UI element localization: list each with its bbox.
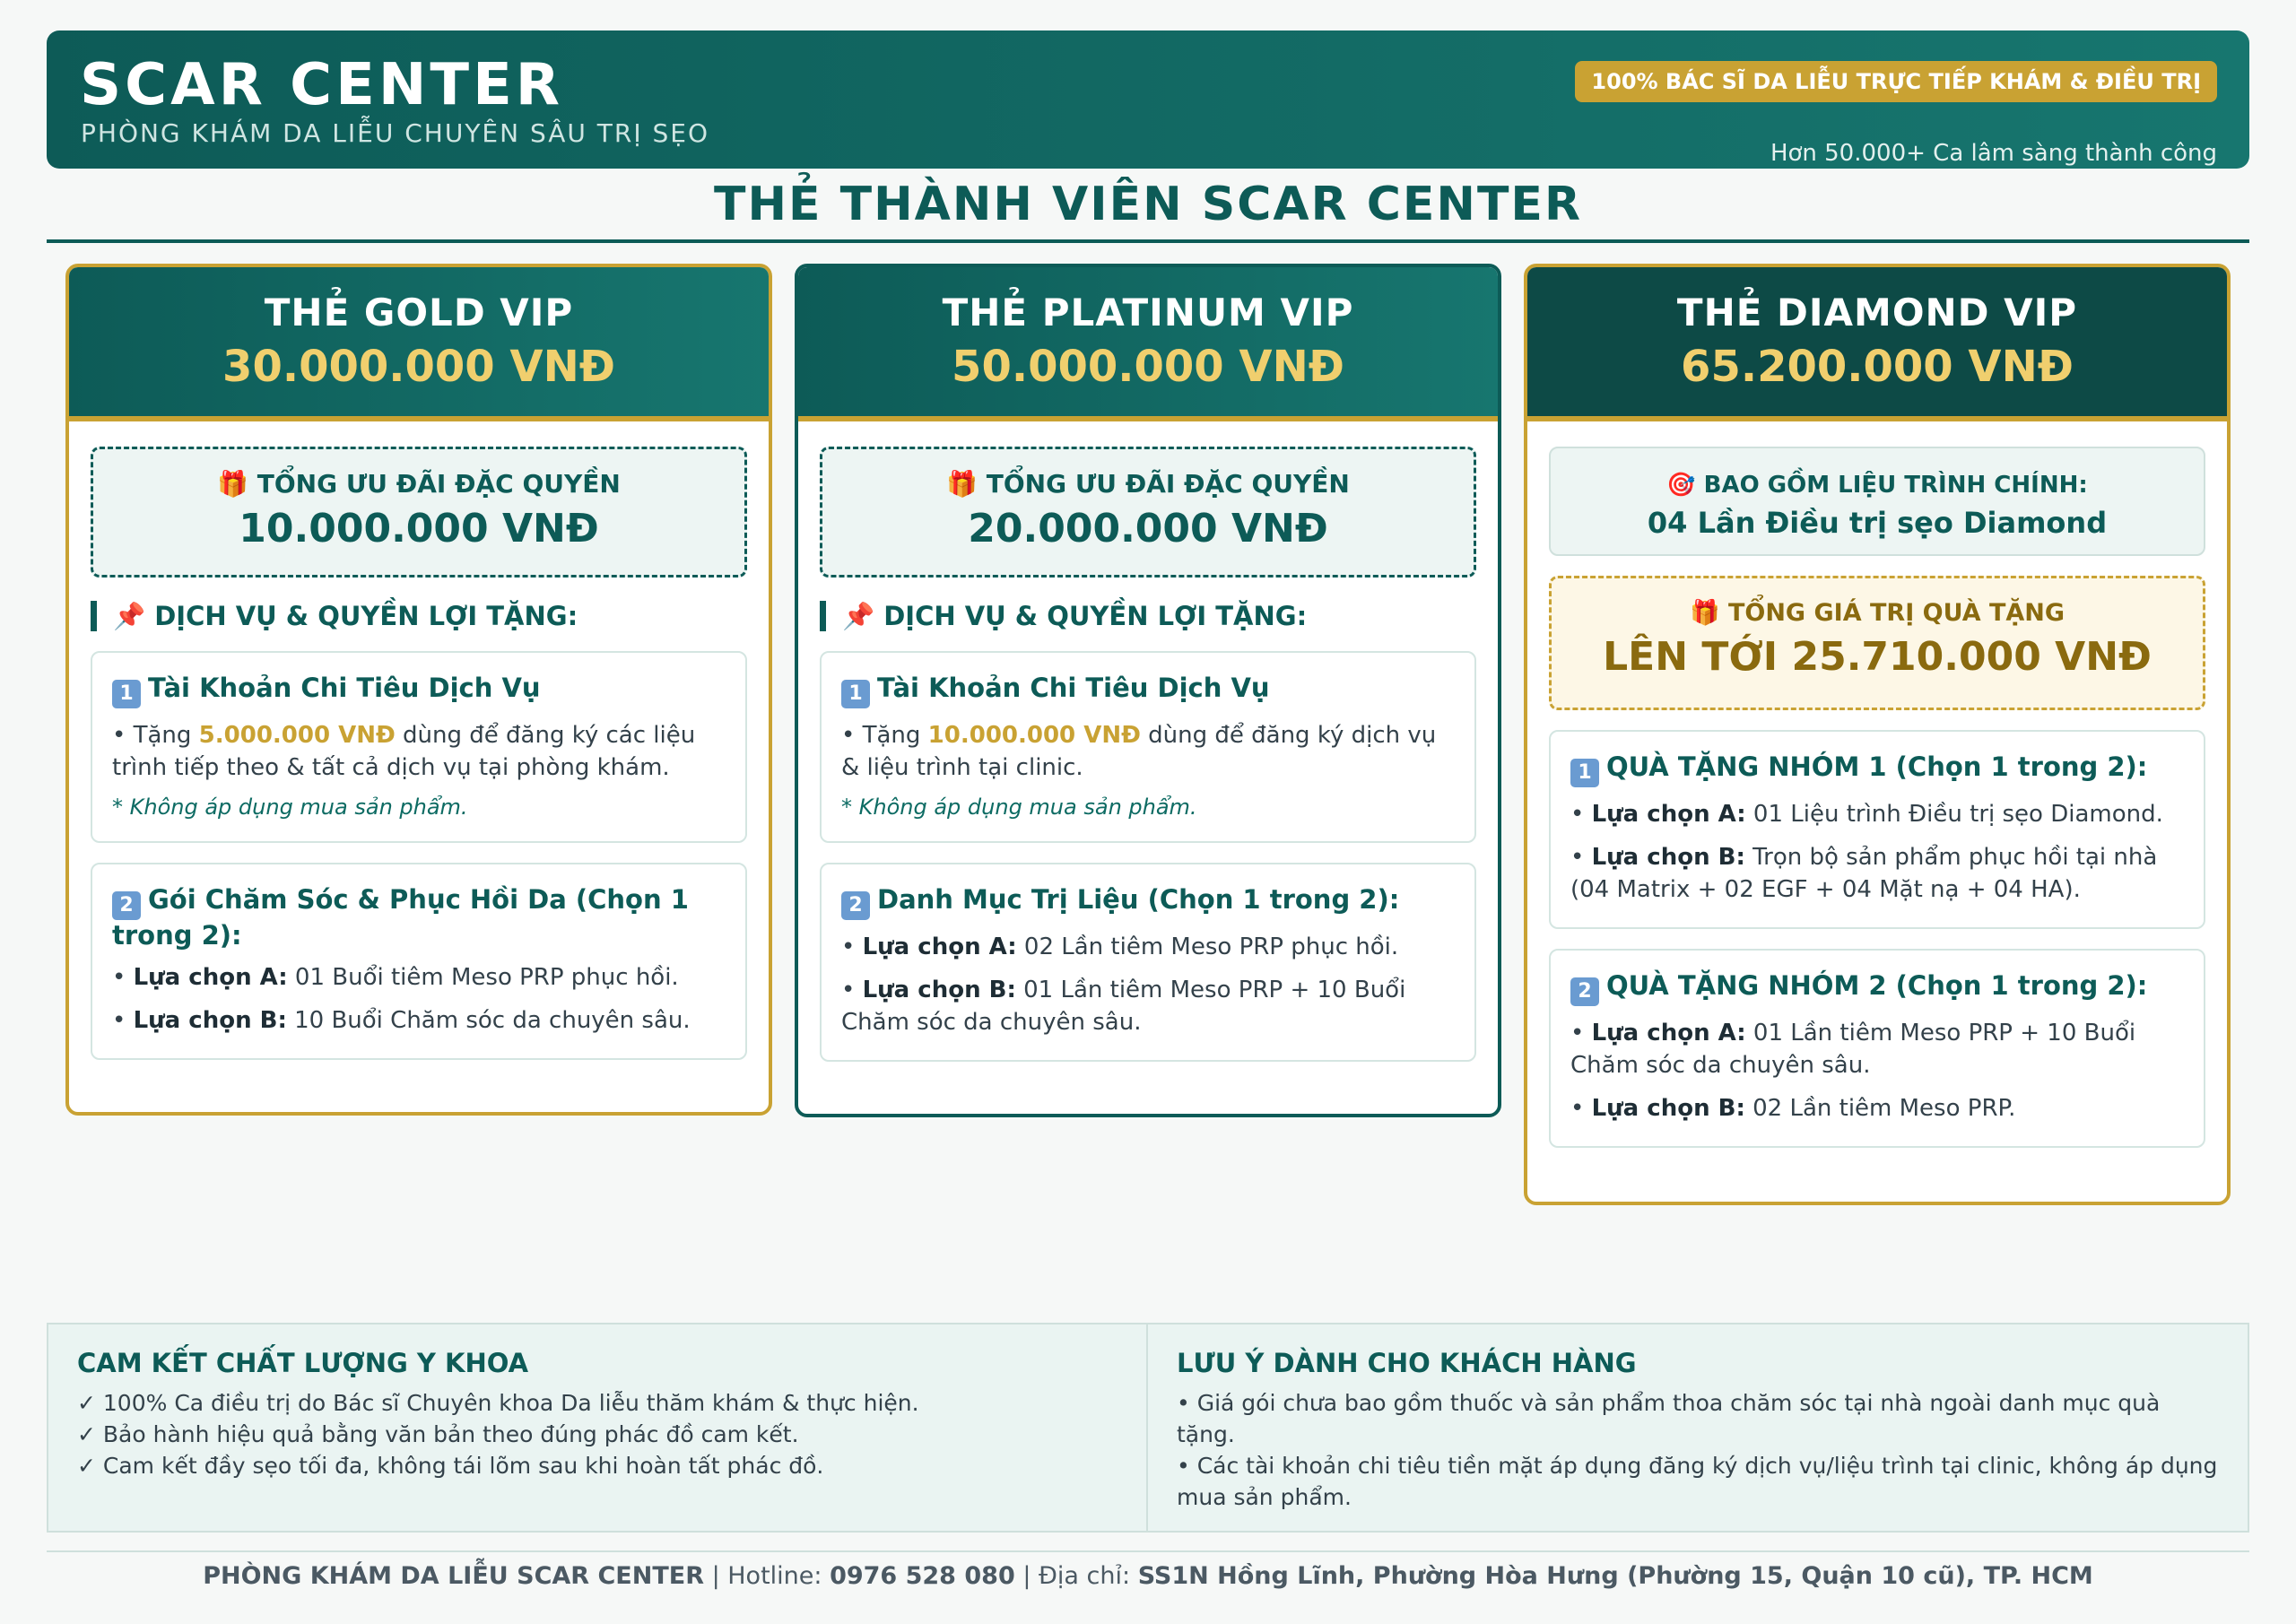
card-header bbox=[69, 267, 769, 421]
platinum-vip-card bbox=[795, 264, 1501, 1117]
offer-value: 10.000.000 VNĐ bbox=[239, 506, 599, 551]
offer-value: 20.000.000 VNĐ bbox=[968, 506, 1328, 551]
amount-highlight: 5.000.000 VNĐ bbox=[198, 722, 396, 749]
option-a: • Lựa chọn A: 01 Liệu trình Điều trị sẹo Diamond. bbox=[1570, 801, 2163, 828]
card-price: 65.200.000 VNĐ bbox=[1681, 342, 2074, 392]
gift-value-box bbox=[1549, 576, 2205, 710]
benefit-line: • Tặng 10.000.000 VNĐ dùng để đăng ký dịch vụ & liệu trình tại clinic. bbox=[841, 722, 1437, 781]
offer-label: 🎁 TỔNG ƯU ĐÃI ĐẶC QUYỀN bbox=[946, 469, 1350, 499]
benefit-item bbox=[91, 651, 747, 843]
option-a: • Lựa chọn A: 02 Lần tiêm Meso PRP phục hồi. bbox=[841, 934, 1399, 960]
commitment-title: CAM KẾT CHẤT LƯỢNG Y KHOA bbox=[77, 1348, 529, 1378]
main-treatment-label: 🎯 BAO GỒM LIỆU TRÌNH CHÍNH: bbox=[1666, 472, 2088, 499]
note-line: • Các tài khoản chi tiêu tiền mặt áp dụng đăng ký dịch vụ/liệu trình tại clinic, không áp dụng mua sản phẩm. bbox=[1177, 1453, 2218, 1510]
number-two-icon: 2 bbox=[112, 891, 141, 920]
quality-commitment bbox=[48, 1324, 1148, 1531]
section-label: 📌 DỊCH VỤ & QUYỀN LỢI TẶNG: bbox=[820, 601, 1476, 631]
option-b: • Lựa chọn B: 01 Lần tiêm Meso PRP + 10 Buổi Chăm sóc da chuyên sâu. bbox=[841, 977, 1406, 1036]
notes-title: LƯU Ý DÀNH CHO KHÁCH HÀNG bbox=[1177, 1348, 1637, 1378]
benefit-item bbox=[820, 863, 1476, 1062]
benefit-title: 1 Tài Khoản Chi Tiêu Dịch Vụ bbox=[112, 673, 726, 708]
card-name: THẺ GOLD VIP bbox=[264, 291, 574, 334]
gift-group-title: 1 QUÀ TẶNG NHÓM 1 (Chọn 1 trong 2): bbox=[1570, 751, 2184, 787]
number-one-icon: 1 bbox=[841, 680, 870, 708]
number-two-icon: 2 bbox=[841, 891, 870, 920]
benefit-line: • Tặng 5.000.000 VNĐ dùng để đăng ký các liệu trình tiếp theo & tất cả dịch vụ tại phòng khám. bbox=[112, 722, 696, 781]
benefit-title: 2 Danh Mục Trị Liệu (Chọn 1 trong 2): bbox=[841, 884, 1455, 920]
gift-group bbox=[1549, 730, 2205, 929]
benefit-note: * Không áp dụng mua sản phẩm. bbox=[112, 795, 468, 820]
doctor-badge: 100% BÁC SĨ DA LIỄU TRỰC TIẾP KHÁM & ĐIỀU TRỊ bbox=[1575, 61, 2217, 102]
option-a: • Lựa chọn A: 01 Buổi tiêm Meso PRP phục hồi. bbox=[112, 964, 679, 991]
card-price: 50.000.000 VNĐ bbox=[952, 342, 1344, 392]
benefit-note: * Không áp dụng mua sản phẩm. bbox=[841, 795, 1197, 820]
brand-name: SCAR CENTER bbox=[80, 52, 564, 118]
card-header bbox=[1527, 267, 2227, 421]
option-b: • Lựa chọn B: 02 Lần tiêm Meso PRP. bbox=[1570, 1095, 2016, 1122]
benefit-title: 1 Tài Khoản Chi Tiêu Dịch Vụ bbox=[841, 673, 1455, 708]
number-one-icon: 1 bbox=[112, 680, 141, 708]
option-b: • Lựa chọn B: Trọn bộ sản phẩm phục hồi tại nhà (04 Matrix + 02 EGF + 04 Mặt nạ + 04 HA). bbox=[1570, 844, 2158, 903]
card-header bbox=[798, 267, 1498, 421]
header-banner bbox=[47, 30, 2249, 169]
note-line: • Giá gói chưa bao gồm thuốc và sản phẩm thoa chăm sóc tại nhà ngoài danh mục quà tặng. bbox=[1177, 1390, 2161, 1447]
benefit-item bbox=[91, 863, 747, 1060]
cases-note: Hơn 50.000+ Ca lâm sàng thành công bbox=[1770, 140, 2217, 167]
commitment-line: ✓ Cam kết đầy sẹo tối đa, không tái lõm sau khi hoàn tất phác đồ. bbox=[77, 1453, 824, 1479]
diamond-vip-card bbox=[1524, 264, 2231, 1205]
section-label: 📌 DỊCH VỤ & QUYỀN LỢI TẶNG: bbox=[91, 601, 747, 631]
main-treatment-box bbox=[1549, 447, 2205, 556]
footer-clinic: PHÒNG KHÁM DA LIỄU SCAR CENTER bbox=[203, 1562, 704, 1590]
card-price: 30.000.000 VNĐ bbox=[222, 342, 615, 392]
hotline-number: 0976 528 080 bbox=[830, 1562, 1015, 1590]
commitment-line: ✓ 100% Ca điều trị do Bác sĩ Chuyên khoa Da liễu thăm khám & thực hiện. bbox=[77, 1390, 919, 1416]
amount-highlight: 10.000.000 VNĐ bbox=[927, 722, 1141, 749]
option-a: • Lựa chọn A: 01 Lần tiêm Meso PRP + 10 Buổi Chăm sóc da chuyên sâu. bbox=[1570, 1020, 2136, 1079]
option-b: • Lựa chọn B: 10 Buổi Chăm sóc da chuyên sâu. bbox=[112, 1007, 691, 1034]
benefit-title: 2 Gói Chăm Sóc & Phục Hồi Da (Chọn 1 trong 2): bbox=[112, 884, 689, 951]
title-divider bbox=[47, 239, 2249, 243]
offer-box bbox=[820, 447, 1476, 578]
gift-value-amount: LÊN TỚI 25.710.000 VNĐ bbox=[1603, 634, 2152, 680]
gift-group-title: 2 QUÀ TẶNG NHÓM 2 (Chọn 1 trong 2): bbox=[1570, 970, 2184, 1006]
card-name: THẺ DIAMOND VIP bbox=[1676, 291, 2078, 334]
customer-notes bbox=[1148, 1324, 2248, 1531]
footer: PHÒNG KHÁM DA LIỄU SCAR CENTER | Hotline: 0976 528 080 | Địa chỉ: SS1N Hồng Lĩnh, Phường Hòa Hưng (Phường 15, Quận 10 cũ), TP. HCM bbox=[203, 1562, 2093, 1590]
card-name: THẺ PLATINUM VIP bbox=[942, 291, 1354, 334]
commitment-line: ✓ Bảo hành hiệu quả bằng văn bản theo đúng phác đồ cam kết. bbox=[77, 1421, 799, 1447]
info-panel bbox=[47, 1323, 2249, 1533]
gold-vip-card bbox=[65, 264, 772, 1116]
page-title: THẺ THÀNH VIÊN SCAR CENTER bbox=[714, 178, 1582, 231]
offer-label: 🎁 TỔNG ƯU ĐÃI ĐẶC QUYỀN bbox=[217, 469, 621, 499]
offer-box bbox=[91, 447, 747, 578]
main-treatment-value: 04 Lần Điều trị sẹo Diamond bbox=[1647, 506, 2108, 540]
footer-divider bbox=[47, 1550, 2249, 1552]
number-one-icon: 1 bbox=[1570, 759, 1599, 787]
brand-subtitle: PHÒNG KHÁM DA LIỄU CHUYÊN SÂU TRỊ SẸO bbox=[81, 118, 710, 148]
clinic-address: SS1N Hồng Lĩnh, Phường Hòa Hưng (Phường 15, Quận 10 cũ), TP. HCM bbox=[1137, 1562, 2093, 1590]
gift-group bbox=[1549, 949, 2205, 1148]
benefit-item bbox=[820, 651, 1476, 843]
gift-value-label: 🎁 TỔNG GIÁ TRỊ QUÀ TẶNG bbox=[1689, 599, 2066, 627]
number-two-icon: 2 bbox=[1570, 977, 1599, 1006]
